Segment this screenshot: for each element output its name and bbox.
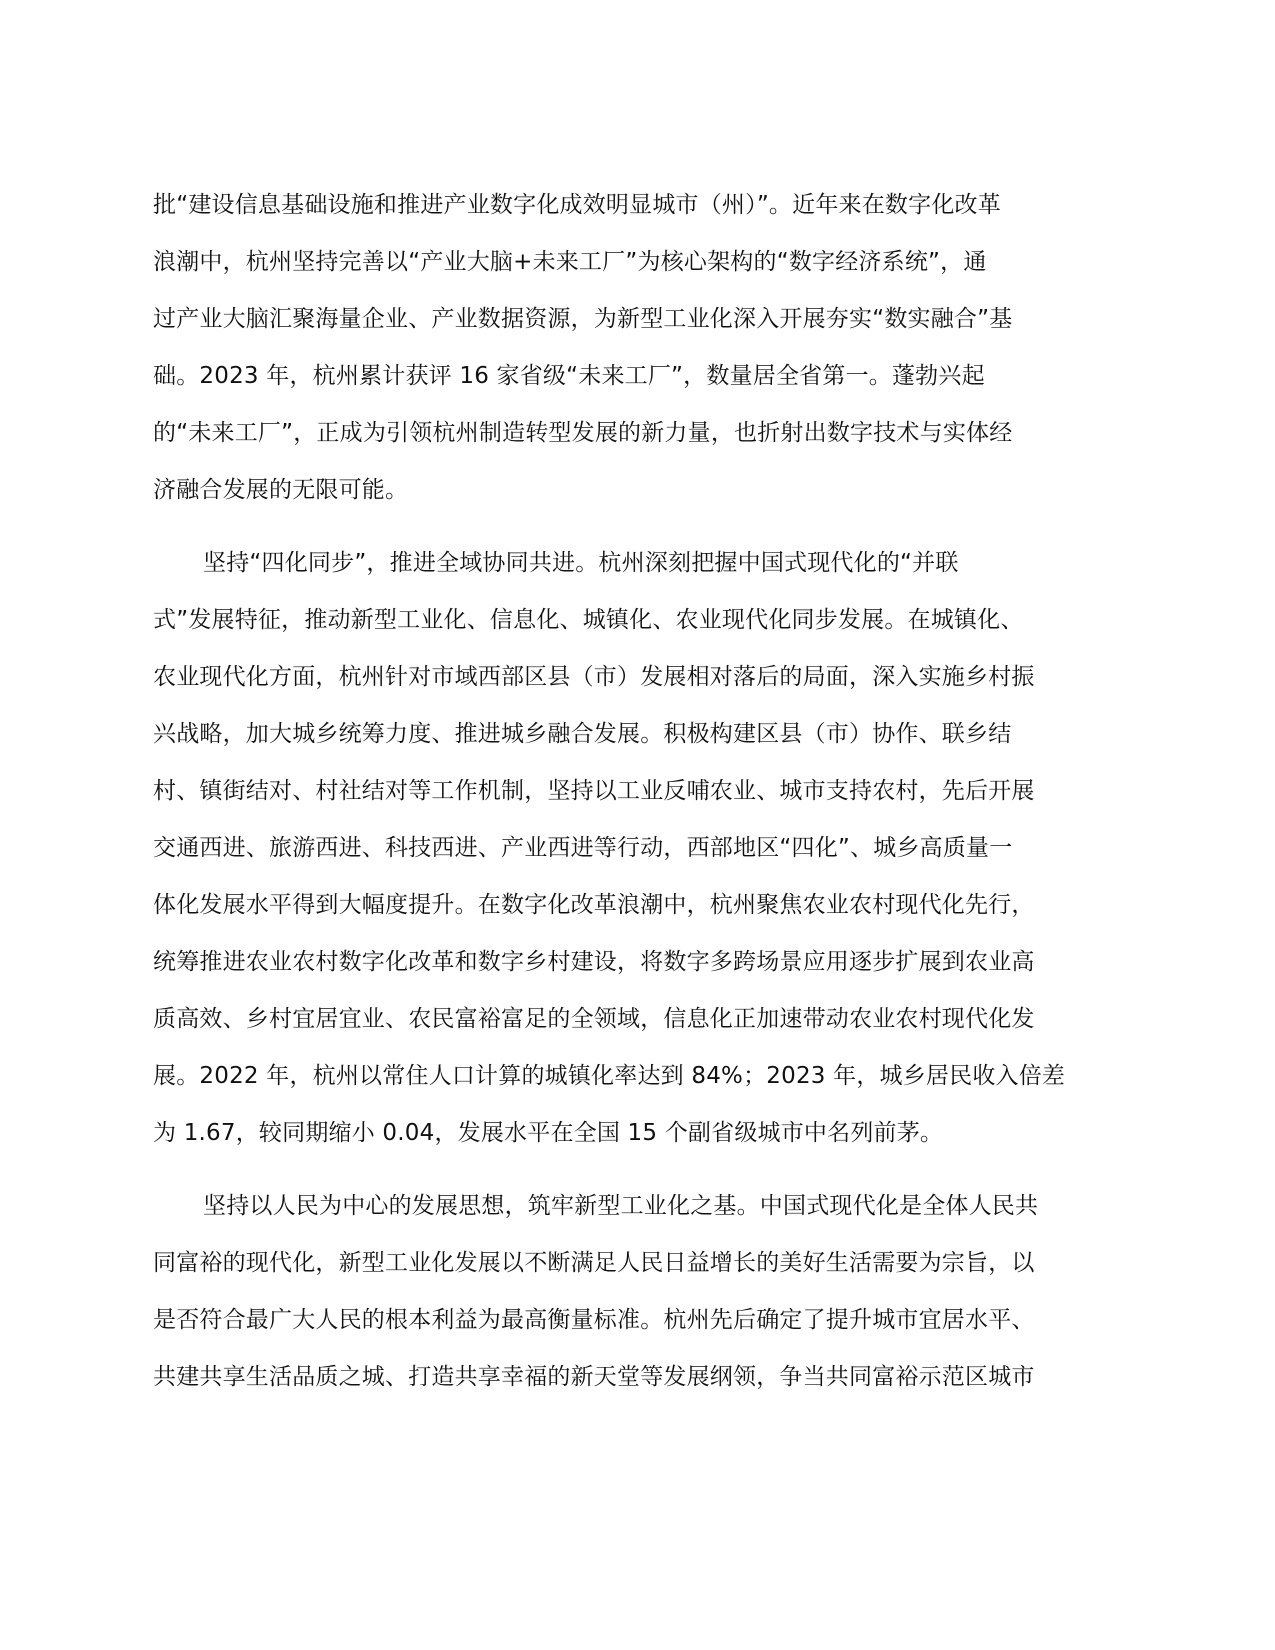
paragraph-1-line-6: 济融合发展的无限可能。: [153, 477, 409, 503]
paragraph-1-line-5: 的“未来工厂”，正成为引领杭州制造转型发展的新力量，也折射出数字技术与实体经: [153, 420, 1013, 446]
paragraph-2-line-2: 式”发展特征，推动新型工业化、信息化、城镇化、农业现代化同步发展。在城镇化、: [153, 607, 1024, 633]
paragraph-2-line-10: 展。2022 年，杭州以常住人口计算的城镇化率达到 84%；2023 年，城乡居民收入倍差: [153, 1063, 1066, 1089]
paragraph-3-line-4: 共建共享生活品质之城、打造共享幸福的新天堂等发展纲领，争当共同富裕示范区城市: [153, 1364, 1035, 1390]
paragraph-3-line-2: 同富裕的现代化，新型工业化发展以不断满足人民日益增长的美好生活需要为宗旨，以: [153, 1250, 1035, 1276]
paragraph-2-line-1: 坚持“四化同步”，推进全域协同共进。杭州深刻把握中国式现代化的“并联: [203, 550, 959, 576]
paragraph-2-line-9: 质高效、乡村宜居宜业、农民富裕富足的全领域，信息化正加速带动农业农村现代化发: [153, 1006, 1035, 1032]
paragraph-1-line-4: 础。2023 年，杭州累计获评 16 家省级“未来工厂”，数量居全省第一。蓬勃兴起: [153, 363, 985, 389]
paragraph-1-line-1: 批“建设信息基础设施和推进产业数字化成效明显城市（州）”。近年来在数字化改革: [153, 192, 1001, 218]
paragraph-2-line-8: 统筹推进农业农村数字化改革和数字乡村建设，将数字多跨场景应用逐步扩展到农业高: [153, 949, 1035, 975]
paragraph-2-line-7: 体化发展水平得到大幅度提升。在数字化改革浪潮中，杭州聚焦农业农村现代化先行，: [153, 892, 1035, 918]
paragraph-3-line-1: 坚持以人民为中心的发展思想，筑牢新型工业化之基。中国式现代化是全体人民共: [203, 1193, 1039, 1219]
paragraph-2-line-11: 为 1.67，较同期缩小 0.04，发展水平在全国 15 个副省级城市中名列前茅。: [153, 1120, 944, 1146]
paragraph-2-line-4: 兴战略，加大城乡统筹力度、推进城乡融合发展。积极构建区县（市）协作、联乡结: [153, 721, 1012, 747]
paragraph-2-line-5: 村、镇街结对、村社结对等工作机制，坚持以工业反哺农业、城市支持农村，先后开展: [153, 778, 1035, 804]
paragraph-3-line-3: 是否符合最广大人民的根本利益为最高衡量标准。杭州先后确定了提升城市宜居水平、: [153, 1307, 1035, 1333]
paragraph-1-line-3: 过产业大脑汇聚海量企业、产业数据资源，为新型工业化深入开展夯实“数实融合”基: [153, 306, 1013, 332]
paragraph-2-line-6: 交通西进、旅游西进、科技西进、产业西进等行动，西部地区“四化”、城乡高质量一: [153, 835, 1013, 861]
paragraph-1-line-2: 浪潮中，杭州坚持完善以“产业大脑+未来工厂”为核心架构的“数字经济系统”，通: [153, 249, 987, 275]
paragraph-2-line-3: 农业现代化方面，杭州针对市域西部区县（市）发展相对落后的局面，深入实施乡村振: [153, 664, 1035, 690]
